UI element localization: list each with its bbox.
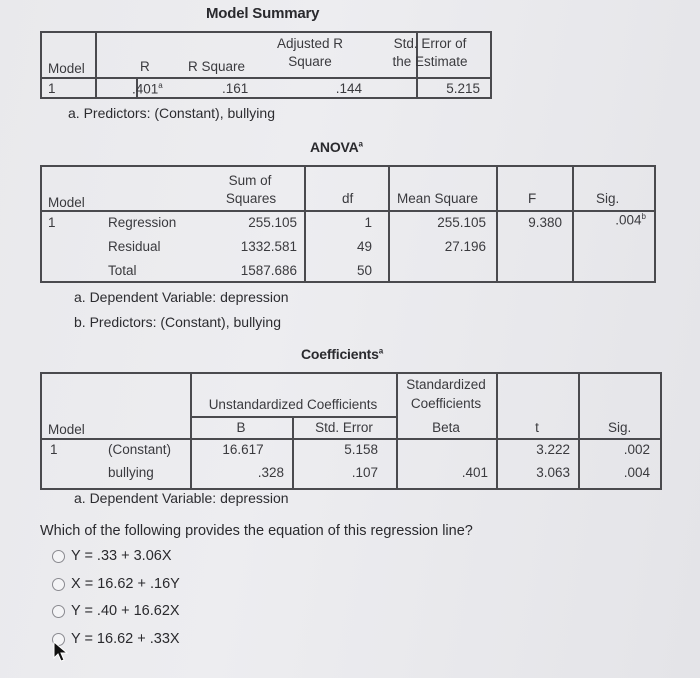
- radio-button[interactable]: [52, 550, 65, 563]
- coef-header-t: t: [535, 420, 539, 435]
- coefficients-title: Coefficients$^a$: [301, 346, 383, 362]
- coef-row-sig: .004: [623, 465, 650, 480]
- ms-row-model: 1: [48, 81, 56, 96]
- anova-row-df: 49: [356, 239, 372, 254]
- coef-row-beta: .401: [461, 465, 488, 480]
- answer-option[interactable]: [52, 576, 180, 592]
- anova-header-df: df: [342, 191, 354, 206]
- answer-option[interactable]: [52, 631, 180, 647]
- ms-row-r-square: .161: [222, 81, 249, 96]
- ms-header-r: R: [140, 59, 150, 74]
- coef-row-label: (Constant): [108, 442, 172, 457]
- anova-header-sig: Sig.: [596, 191, 620, 206]
- coef-row-b: .328: [257, 465, 284, 480]
- coef-row-t: 3.222: [536, 442, 570, 457]
- coef-row-b: 16.617: [222, 442, 264, 457]
- coef-header-unstd: Unstandardized Coefficients: [208, 397, 378, 412]
- coef-header-beta: Beta: [432, 420, 460, 435]
- answer-option[interactable]: [52, 603, 180, 619]
- coef-header-std-2: Coefficients: [410, 396, 482, 411]
- anova-row-sum-sq: 255.105: [248, 215, 297, 230]
- radio-button[interactable]: [52, 605, 65, 618]
- option-label[interactable]: X = 16.62 + .16Y: [71, 576, 180, 592]
- anova-row-f: 9.380: [528, 215, 562, 230]
- anova-header-sum-sq-2: Squares: [225, 191, 277, 206]
- coef-header-std-1: Standardized: [406, 377, 486, 392]
- model-summary-table: [40, 31, 492, 99]
- anova-footnote-a: a. Dependent Variable: depression: [74, 289, 289, 305]
- ms-header-r-square: R Square: [188, 59, 246, 74]
- option-label[interactable]: Y = 16.62 + .33X: [71, 631, 180, 647]
- question-prompt: Which of the following provides the equation of this regression line?: [40, 523, 473, 539]
- coef-row-t: 3.063: [536, 465, 570, 480]
- ms-header-std-error-1: Std. Error of: [393, 36, 467, 51]
- radio-button[interactable]: [52, 578, 65, 591]
- coef-row-sig: .002: [623, 442, 650, 457]
- coef-row-label: bullying: [108, 465, 154, 480]
- coef-row-std-error: .107: [351, 465, 378, 480]
- option-label[interactable]: Y = .33 + 3.06X: [71, 548, 172, 564]
- mouse-cursor-icon: [52, 640, 70, 664]
- model-summary-title: Model Summary: [206, 5, 320, 22]
- ms-row-std-error: 5.215: [446, 81, 480, 96]
- anova-row-sig: .004$^b$: [615, 212, 646, 228]
- coef-header-std-error: Std. Error: [315, 420, 373, 435]
- anova-row-mean-sq: 255.105: [437, 215, 486, 230]
- coef-row-std-error: 5.158: [344, 442, 378, 457]
- anova-title: ANOVA$^a$: [310, 139, 363, 155]
- anova-row-model: 1: [48, 215, 56, 230]
- coef-row-model: 1: [50, 442, 58, 457]
- anova-header-sum-sq-1: Sum of: [228, 173, 272, 188]
- ms-header-std-error-2: the Estimate: [392, 54, 468, 69]
- coef-header-sig: Sig.: [608, 420, 632, 435]
- answer-option[interactable]: [52, 548, 172, 564]
- anova-row-df: 50: [356, 263, 372, 278]
- anova-header-model: Model: [48, 195, 85, 210]
- anova-row-mean-sq: 27.196: [444, 239, 486, 254]
- ms-header-model: Model: [48, 61, 85, 76]
- anova-header-f: F: [528, 191, 537, 206]
- ms-header-adj-r-square-1: Adjusted R: [276, 36, 344, 51]
- anova-row-df: 1: [364, 215, 372, 230]
- anova-header-mean-square: Mean Square: [397, 191, 479, 206]
- ms-row-adj-r-square: .144: [335, 81, 362, 96]
- coefficients-table: [40, 372, 662, 490]
- anova-row-sum-sq: 1587.686: [240, 263, 297, 278]
- anova-row-sum-sq: 1332.581: [240, 239, 297, 254]
- anova-row-label: Regression: [108, 215, 177, 230]
- coef-header-model: Model: [48, 422, 85, 437]
- ms-header-adj-r-square-2: Square: [288, 54, 332, 69]
- anova-footnote-b: b. Predictors: (Constant), bullying: [74, 314, 281, 330]
- coef-footnote-a: a. Dependent Variable: depression: [74, 490, 289, 506]
- anova-table: [40, 165, 656, 283]
- coef-header-b: B: [236, 420, 246, 435]
- ms-footnote-a: a. Predictors: (Constant), bullying: [68, 105, 275, 121]
- anova-row-label: Residual: [108, 239, 161, 254]
- ms-row-r: .401$^a$: [132, 81, 163, 97]
- anova-row-label: Total: [108, 263, 137, 278]
- option-label[interactable]: Y = .40 + 16.62X: [71, 603, 180, 619]
